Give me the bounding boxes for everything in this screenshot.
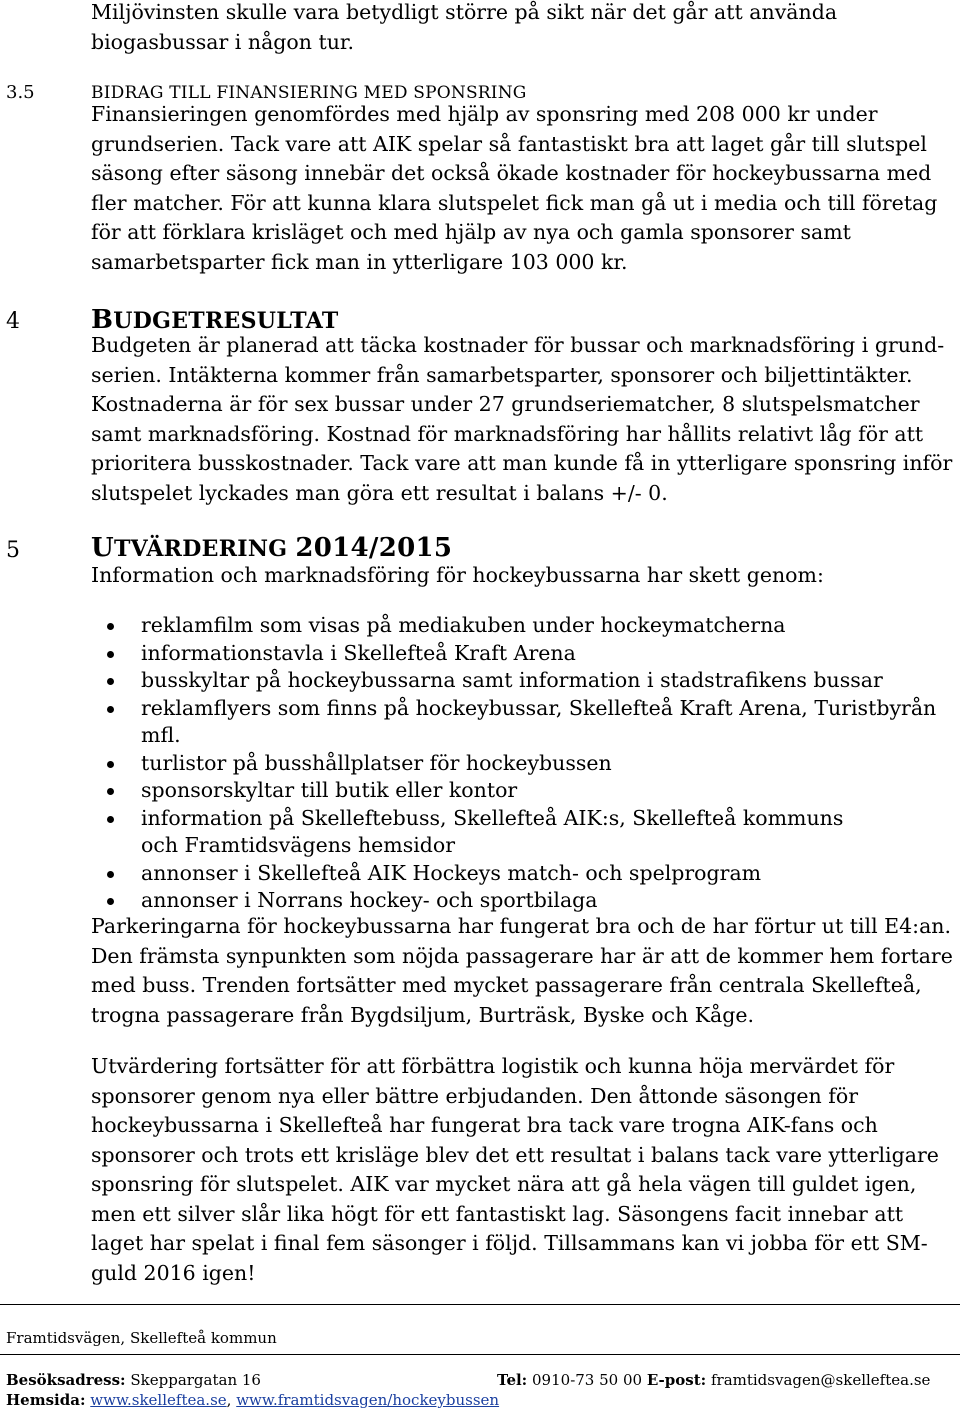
list-item: sponsorskyltar till butik eller kontor	[105, 777, 960, 805]
section-5-title-initial: U	[91, 533, 114, 563]
section-4-body: Budgeten är planerad att täcka kostnader för bussar och marknadsföring i grund-serien. Intäkterna kommer från samarbetsparter, sponsorer och biljettintäkter. Kostnaderna är för sex bussar under 27 grundseriematcher, 8 slutspelsmatcher samt marknadsföring. Kostnad för marknadsföring har hållits relativt låg för att prioritera busskostnader. Tack vare att man kunde få in ytterligare sponsring inför slutspelet lyckades man göra ett resultat i balans +/- 0.	[91, 333, 953, 505]
section-4-title-rest: UDGETRESULTAT	[113, 308, 339, 334]
list-item: reklamflyers som finns på hockeybussar, Skellefteå Kraft Arena, Turistbyrån mfl.	[105, 695, 960, 750]
list-item: annonser i Norrans hockey- och sportbilaga	[105, 887, 960, 915]
footer-address	[6, 1370, 261, 1390]
website-separator: ,	[226, 1391, 232, 1409]
section-5-title	[91, 533, 452, 563]
footer-organization: Framtidsvägen, Skellefteå kommun	[6, 1329, 277, 1347]
email-label: E-post:	[646, 1371, 707, 1389]
bullet-icon	[107, 898, 114, 905]
list-item: informationstavla i Skellefteå Kraft Arena	[105, 640, 960, 668]
bullet-icon	[107, 788, 114, 795]
section-5-paragraph-2: Utvärdering fortsätter för att förbättra logistik och kunna höja mervärdet för sponsorer genom nya eller bättre erbjudanden. Den åttonde säsongen för hockeybussarna i Skellefteå har fungerat bra tack vare trogna AIK-fans och sponsorer och trots ett krisläge blev det ett resultat i balans tack vare ytterligare sponsring för slutspelet. AIK var mycket nära att gå hela vägen till guldet igen, men ett silver slår lika högt för ett fantastiskt lag. Säsongens facit innebar att laget har spelat i final fem säsonger i följd. Tillsammans kan vi jobba för ett SM-guld 2016 igen!	[91, 1054, 939, 1285]
bullet-icon	[107, 651, 114, 658]
section-3-5-title: BIDRAG TILL FINANSIERING MED SPONSRING	[91, 83, 527, 103]
list-item: busskyltar på hockeybussarna samt information i stadstrafikens bussar	[105, 667, 960, 695]
tel-value: 0910-73 50 00	[532, 1371, 643, 1389]
footer-contact	[497, 1370, 930, 1390]
intro-paragraph: Miljövinsten skulle vara betydligt större på sikt när det går att använda biogasbussar i någon tur.	[91, 0, 838, 54]
section-5-paragraph-1: Parkeringarna för hockeybussarna har fungerat bra och de har förtur ut till E4:an. Den främsta synpunkten som nöjda passagerare har är att de kommer hem fortare med buss. Trenden fortsätter med mycket passagerare från centrala Skellefteå, trogna passagerare från Bygdsiljum, Burträsk, Byske och Kåge.	[91, 914, 953, 1027]
section-4-number: 4	[6, 309, 20, 334]
footer-divider	[0, 1304, 960, 1305]
section-3-5-body: Finansieringen genomfördes med hjälp av sponsring med 208 000 kr under grundserien. Tack vare att AIK spelar så fantastiskt bra att laget går till slutspel säsong efter säsong innebär det också ökade kostnader för hockeybussarna med fler matcher. För att kunna klara slutspelet fick man gå ut i media och till företag för att förklara krisläget och med hjälp av nya och gamla sponsorer samt samarbetsparter fick man in ytterligare 103 000 kr.	[91, 102, 938, 274]
section-5-title-year: 2014/2015	[295, 533, 453, 563]
address-label: Besöksadress:	[6, 1371, 126, 1389]
section-3-5-number: 3.5	[6, 82, 35, 103]
website-link-skelleftea[interactable]: www.skelleftea.se	[90, 1391, 227, 1409]
list-item: turlistor på busshållplatser för hockeybussen	[105, 750, 960, 778]
bullet-icon	[107, 678, 114, 685]
bullet-icon	[107, 623, 114, 630]
footer-website	[6, 1390, 499, 1410]
bullet-icon	[107, 871, 114, 878]
website-label: Hemsida:	[6, 1391, 86, 1409]
footer-divider-2	[0, 1354, 960, 1355]
list-item: annonser i Skellefteå AIK Hockeys match- och spelprogram	[105, 860, 960, 888]
section-4-title-initial: B	[91, 305, 114, 335]
bullet-icon	[107, 761, 114, 768]
list-item: reklamfilm som visas på mediakuben under hockeymatcherna	[105, 612, 960, 640]
marketing-channel-list	[105, 612, 960, 915]
section-5-number: 5	[6, 538, 20, 563]
section-5-title-rest: TVÄRDERING	[113, 536, 288, 562]
section-5-intro: Information och marknadsföring för hockeybussarna har skett genom:	[91, 563, 824, 587]
bullet-icon	[107, 706, 114, 713]
website-link-hockeybussen[interactable]: www.framtidsvagen/hockeybussen	[236, 1391, 500, 1409]
address-value: Skeppargatan 16	[130, 1371, 261, 1389]
email-value: framtidsvagen@skelleftea.se	[710, 1371, 931, 1389]
list-item: information på Skelleftebuss, Skellefteå AIK:s, Skellefteå kommuns och Framtidsvägens hemsidor	[105, 805, 861, 860]
tel-label: Tel:	[497, 1371, 528, 1389]
bullet-icon	[107, 816, 114, 823]
